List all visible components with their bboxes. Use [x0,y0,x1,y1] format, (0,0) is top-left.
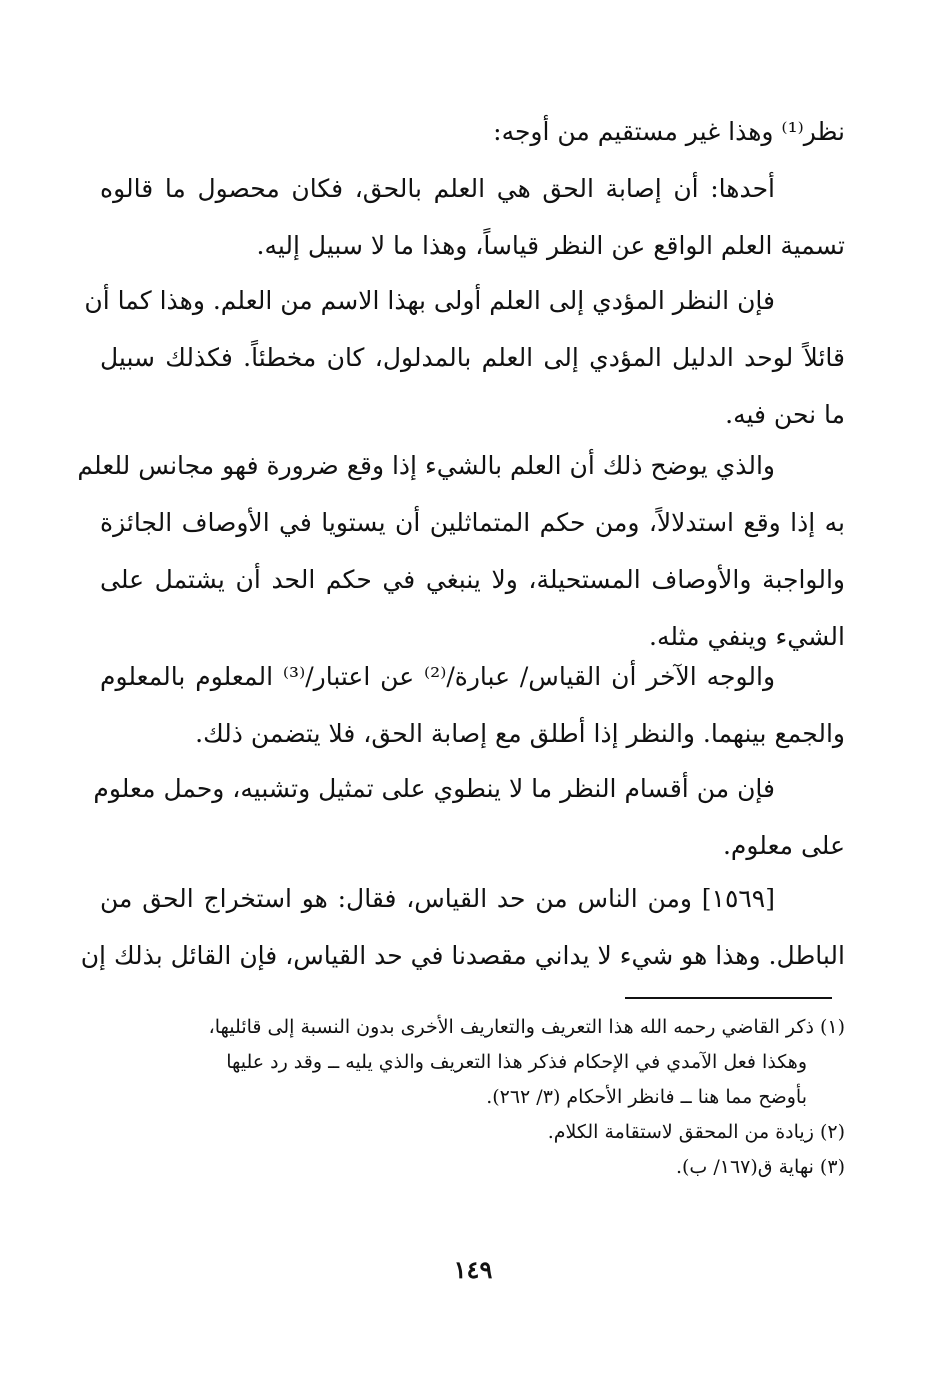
main-text [93,760,845,874]
main-text [100,648,845,762]
text-line: والجمع بينهما. والنظر إذا أطلق مع إصابة الحق، فلا يتضمن ذلك. [195,719,845,748]
text-line: الشيء وينفي مثله. [649,622,845,651]
text-line: به إذا وقع استدلالاً، ومن حكم المتماثلين أن يستويا في الأوصاف الجائزة [100,508,845,537]
text-line: قائلاً لوحد الدليل المؤدي إلى العلم بالمدلول، كان مخطئاً. فكذلك سبيل [100,343,845,372]
text-line: تسمية العلم الواقع عن النظر قياساً، وهذا ما لا سبيل إليه. [256,231,845,260]
text-line: الباطل. وهذا هو شيء لا يداني مقصدنا في حد القياس، فإن القائل بذلك إن [80,941,845,970]
text-line: والوجه الآخر أن القياس/ عبارة/⁽²⁾ عن اعتبار/⁽³⁾ المعلوم بالمعلوم [100,662,776,691]
text-line: فإن من أقسام النظر ما لا ينطوي على تمثيل وتشبيه، وحمل معلوم [93,774,775,803]
footnote-line: (١) ذكر القاضي رحمه الله هذا التعريف والتعاريف الأخرى بدون النسبة إلى قائليها، [208,1016,845,1038]
text-line: على معلوم. [722,831,845,860]
footnote-separator [625,997,832,999]
main-text [100,103,845,274]
main-text [84,272,845,443]
footnote-line: وهكذا فعل الآمدي في الإحكام فذكر هذا التعريف والذي يليه ــ وقد رد عليها [226,1051,807,1073]
text-line: نظر⁽¹⁾ وهذا غير مستقيم من أوجه: [493,117,845,146]
page-number: ١٤٩ [453,1255,493,1284]
main-text [77,437,845,665]
footnote-line: بأوضح مما هنا ــ فانظر الأحكام (٣/ ٢٦٢). [486,1086,807,1108]
text-line: فإن النظر المؤدي إلى العلم أولى بهذا الاسم من العلم. وهذا كما أن [84,286,775,315]
text-line: والذي يوضح ذلك أن العلم بالشيء إذا وقع ضرورة فهو مجانس للعلم [77,451,775,480]
text-line: ما نحن فيه. [725,400,845,429]
footnote-line: (٣) نهاية ق(١٦٧/ ب). [675,1156,845,1178]
footnote-line: (٢) زيادة من المحقق لاستقامة الكلام. [547,1121,845,1143]
text-line: والواجبة والأوصاف المستحيلة، ولا ينبغي في حكم الحد أن يشتمل على [100,565,845,594]
footnotes [100,1010,845,1185]
text-line: [١٥٦٩] ومن الناس من حد القياس، فقال: هو استخراج الحق من [100,884,775,913]
main-text [80,870,845,984]
text-line: أحدها: أن إصابة الحق هي العلم بالحق، فكان محصول ما قالوه [100,174,775,203]
